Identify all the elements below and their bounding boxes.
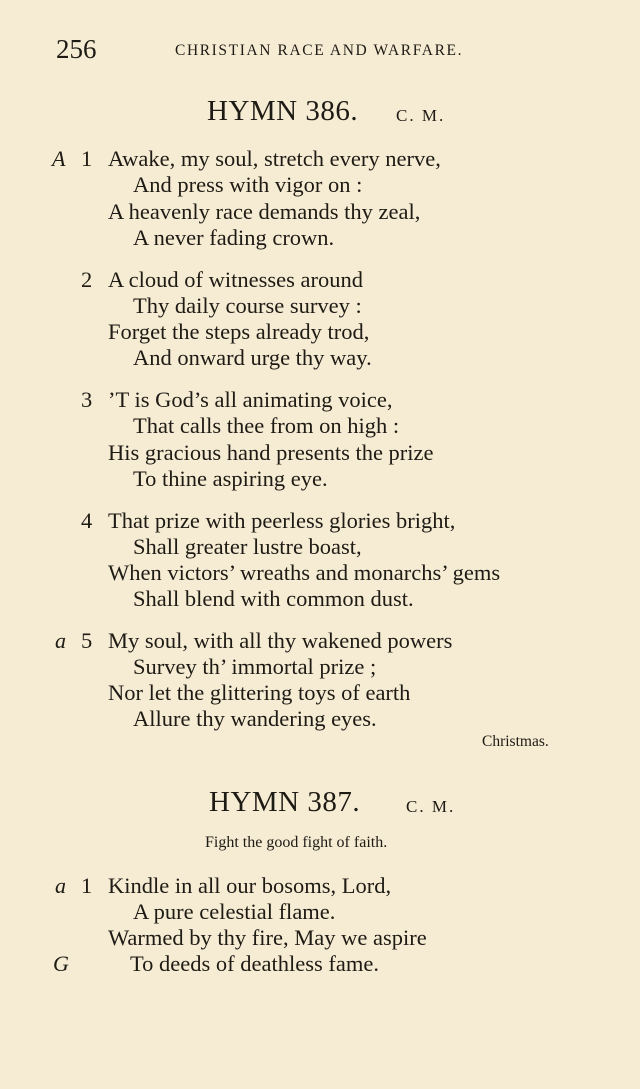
hymn-387-subtitle: Fight the good fight of faith. (205, 834, 388, 851)
dynamic-mark: G (53, 951, 69, 976)
hymn-386-title: HYMN 386. (207, 95, 359, 127)
page-number: 256 (56, 34, 97, 64)
verse-line: When victors’ wreaths and monarchs’ gems (108, 560, 501, 585)
verse-number: 5 (81, 628, 93, 653)
verse-line: My soul, with all thy wakened powers (108, 628, 453, 653)
verse-line: A cloud of witnesses around (108, 267, 363, 292)
verse-line: Kindle in all our bosoms, Lord, (108, 873, 392, 898)
verse-number: 1 (81, 146, 93, 171)
verse-line: And press with vigor on : (133, 172, 363, 197)
verse-line: And onward urge thy way. (133, 345, 372, 370)
verse-line: Awake, my soul, stretch every nerve, (108, 146, 441, 171)
verse-line: A heavenly race demands thy zeal, (108, 199, 421, 224)
verse-number: 3 (81, 387, 93, 412)
verse-line: His gracious hand presents the prize (108, 440, 434, 465)
dynamic-mark: A (52, 146, 66, 171)
verse-line: That calls thee from on high : (133, 413, 400, 438)
verse-line: To thine aspiring eye. (133, 466, 328, 491)
verse-line: Warmed by thy fire, May we aspire (108, 925, 427, 950)
verse-line: Shall blend with common dust. (133, 586, 414, 611)
dynamic-mark: a (55, 873, 66, 898)
verse-line: To deeds of deathless fame. (130, 951, 379, 976)
verse-line: A never fading crown. (133, 225, 335, 250)
verse-number: 4 (81, 508, 93, 533)
verse-number: 1 (81, 873, 93, 898)
verse-line: Allure thy wandering eyes. (133, 706, 377, 731)
verse-line: Forget the steps already trod, (108, 319, 370, 344)
verse-number: 2 (81, 267, 93, 292)
verse-line: ’T is God’s all animating voice, (108, 387, 393, 412)
tune-name: Christmas. (482, 733, 549, 750)
hymn-386-meter: C. M. (396, 106, 446, 125)
verse-line: Survey th’ immortal prize ; (133, 654, 377, 679)
hymn-387-title: HYMN 387. (209, 786, 361, 818)
verse-line: Thy daily course survey : (133, 293, 362, 318)
verse-line: Shall greater lustre boast, (133, 534, 362, 559)
verse-line: That prize with peerless glories bright, (108, 508, 456, 533)
verse-line: Nor let the glittering toys of earth (108, 680, 411, 705)
hymn-387-meter: C. M. (406, 797, 456, 816)
dynamic-mark: a (55, 628, 66, 653)
verse-line: A pure celestial flame. (133, 899, 336, 924)
running-head: CHRISTIAN RACE AND WARFARE. (175, 42, 464, 59)
